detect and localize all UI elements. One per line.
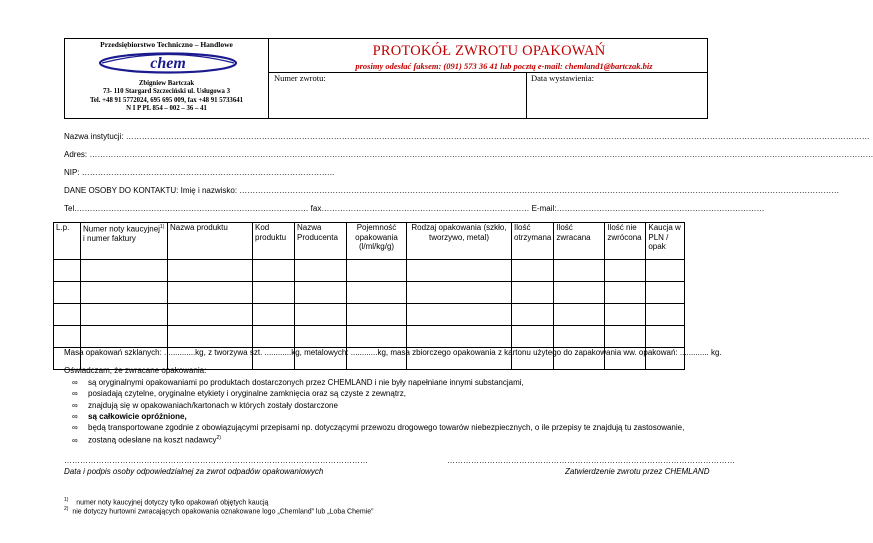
return-meta-divider xyxy=(526,72,527,119)
declaration-text: znajdują się w opakowaniach/kartonach w których zostały dostarczone xyxy=(88,400,338,410)
sender-signature-line[interactable]: …………………………………………………………………………………………………… xyxy=(64,456,368,465)
chemland-logo xyxy=(98,52,238,74)
list-item xyxy=(72,433,684,444)
bullet-icon: ∞ xyxy=(72,411,78,421)
approval-signature-line[interactable]: ……………………………………………………………………………………………… xyxy=(447,456,735,465)
list-item xyxy=(72,411,684,422)
col-deposit-note-label: Numer noty kaucyjnej xyxy=(83,224,160,234)
col-capacity: Pojemność opakowania (l/ml/kg/g) xyxy=(347,223,407,260)
col-producer: Nazwa Producenta xyxy=(295,223,347,260)
institution-line[interactable]: Nazwa instytucji: ……………………………………………………………………………………………………………………………………………………………………………………………………………………………………………………… xyxy=(64,132,870,141)
declaration-text: będą transportowane zgodnie z obowiązującymi przepisami np. dotyczącymi przewozu drogowego towarów niebezpiecznych, o ile przepisy te znajdują tu zastosowanie, xyxy=(88,423,685,433)
col-product-name: Nazwa produktu xyxy=(168,223,253,260)
owner-nip: N I P PL 854 – 002 – 36 – 41 xyxy=(126,105,207,113)
declaration-text: są całkowicie opróżnione, xyxy=(88,411,187,421)
footnote-ref: 2) xyxy=(216,435,221,442)
sender-signature-caption: Data i podpis osoby odpowiedzialnej za zwrot odpadów opakowaniowych xyxy=(64,467,324,476)
return-meta-box xyxy=(269,72,708,119)
return-number-label: Numer zwrotu: xyxy=(274,73,326,83)
bullet-icon: ∞ xyxy=(72,389,78,399)
address-line[interactable]: Adres: …………………………………………………………………………………………………………………………………………………………………………………………………………………………………………………………………… xyxy=(64,150,873,159)
company-type: Przedsiębiorstwo Techniczno – Handlowe xyxy=(100,40,233,49)
footnote-mark: 2) xyxy=(64,506,69,512)
issue-date-label: Data wystawienia: xyxy=(531,73,595,83)
col-deposit-note-sup: 1) xyxy=(159,224,165,230)
owner-phone: Tel. +48 91 5772024, 695 695 009, fax +48 91 5733641 xyxy=(89,96,244,104)
col-packaging-type: Rodzaj opakowania (szkło, tworzywo, metal) xyxy=(407,223,512,260)
list-item xyxy=(72,388,684,399)
company-owner-details xyxy=(64,80,269,114)
declaration-list xyxy=(72,377,684,445)
owner-name: Zbigniew Bartczak xyxy=(138,80,195,87)
footnote-text: nie dotyczy hurtowni zwracających opakowania oznakowane logo „Chemland” lub „Loba Chemie” xyxy=(72,508,374,516)
list-item xyxy=(72,377,684,388)
list-item xyxy=(72,422,684,433)
declaration-text: posiadają czytelne, oryginalne etykiety i oryginalne zamknięcia oraz są czyste z zewnątrz, xyxy=(88,389,406,399)
table-header-row xyxy=(54,223,685,260)
owner-address: 73- 110 Stargard Szczeciński ul. Usługowa 3 xyxy=(102,88,231,96)
footnote-2 xyxy=(64,506,374,515)
nip-line[interactable]: NIP: ………………………………………………………………………………….. xyxy=(64,168,335,177)
svg-text:chem: chem xyxy=(150,55,186,72)
declaration-text: są oryginalnymi opakowaniami po produktach dostarczonych przez CHEMLAND i nie były napełniane innymi substancjami, xyxy=(88,378,524,387)
table-row[interactable] xyxy=(54,260,685,282)
footnote-mark: 1) xyxy=(64,497,69,503)
table-row[interactable] xyxy=(54,282,685,304)
footnote-text: numer noty kaucyjnej dotyczy tylko opakowań objętych kaucją xyxy=(76,499,269,507)
col-lp: L.p. xyxy=(54,223,81,260)
packaging-mass-line[interactable]: Masa opakowań szklanych: ..............kg, z tworzywa szt. ............kg, metalowych: ............kg, masa zbiorczego opakowania z kartonu użytego do zapakowania ww. opakowań: ............. kg. xyxy=(64,348,722,357)
bullet-icon: ∞ xyxy=(72,400,78,410)
col-deposit: Kaucja w PLN / opak xyxy=(646,223,685,260)
col-qty-returned: Ilość zwracana xyxy=(554,223,605,260)
bullet-icon: ∞ xyxy=(72,423,78,433)
declaration-intro: Oświadczam, że zwracane opakowania: xyxy=(64,366,207,375)
col-qty-not-returned: Ilość nie zwrócona xyxy=(605,223,646,260)
col-deposit-note-suffix: i numer faktury xyxy=(83,234,136,244)
footnote-1 xyxy=(64,497,268,506)
contact-line[interactable]: DANE OSOBY DO KONTAKTU: Imię i nazwisko: ……………………………………………………………………………………………………………………………………………………………………………………………………… xyxy=(64,186,840,195)
table-row[interactable] xyxy=(54,326,685,348)
approval-signature-caption: Zatwierdzenie zwrotu przez CHEMLAND xyxy=(565,467,710,476)
fax-note: prosimy odesłać faksem: (091) 573 36 41 lub pocztą e-mail: chemland1@bartczak.biz xyxy=(355,61,653,71)
bullet-icon: ∞ xyxy=(72,378,78,387)
col-deposit-note xyxy=(81,223,168,260)
col-qty-received: Ilość otrzymana xyxy=(512,223,554,260)
tel-fax-email-line[interactable]: Tel.…………………………………………………………………………… fax…………………………………………………………………… E-mail:…………………………………………………………………… xyxy=(64,204,765,213)
declaration-text: zostaną odesłane na koszt nadawcy xyxy=(88,436,217,446)
list-item xyxy=(72,400,684,411)
col-product-code: Kod produktu xyxy=(253,223,295,260)
bullet-icon: ∞ xyxy=(72,436,78,446)
table-row[interactable] xyxy=(54,304,685,326)
document-title: PROTOKÓŁ ZWROTU OPAKOWAŃ xyxy=(372,43,606,59)
